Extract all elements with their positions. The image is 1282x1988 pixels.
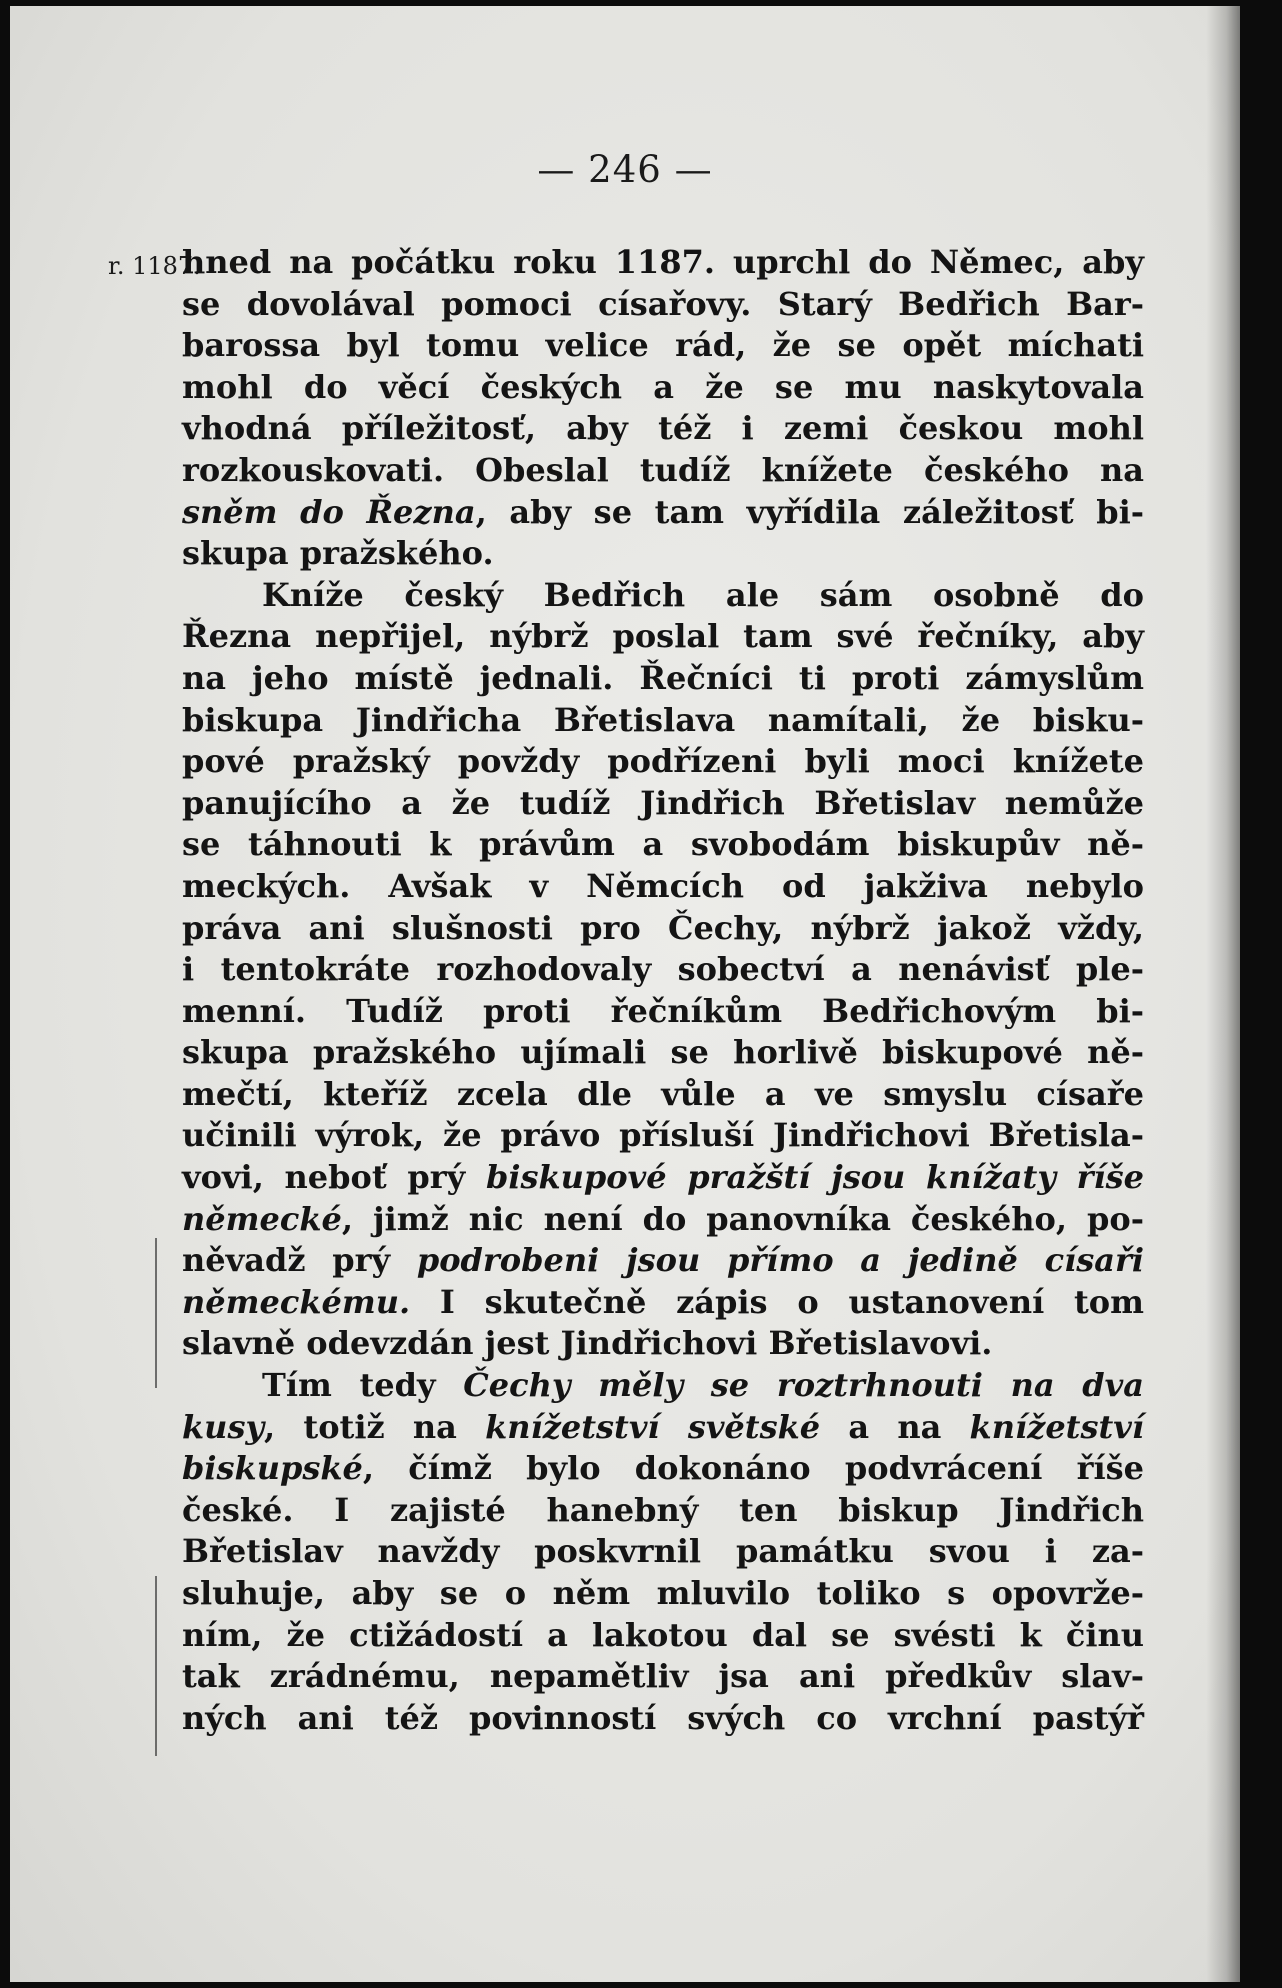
text-line: české. I zajisté hanebný ten biskup Jindřich (182, 1490, 1144, 1529)
text-line: práva ani slušnosti pro Čechy, nýbrž jakož vždy, (182, 908, 1144, 947)
text-line: se táhnouti k právům a svobodám biskupův ně- (182, 825, 1144, 864)
text-line: hned na počátku roku 1187. uprchl do Němec, aby (182, 243, 1144, 281)
margin-rule (155, 1576, 157, 1756)
text-line: pové pražský povždy podřízeni byli moci knížete (182, 742, 1144, 781)
text-line: Tím tedy Čechy měly se roztrhnouti na dva (262, 1366, 1145, 1405)
text-line: něvadž prý podrobeni jsou přímo a jedině císaři (182, 1241, 1145, 1280)
page-number: — 246 — (537, 148, 713, 191)
text-line: učinili výrok, že právo přísluší Jindřichovi Břetisla- (182, 1116, 1144, 1155)
text-line: se dovolával pomoci císařovy. Starý Bedřich Bar- (182, 284, 1144, 323)
text-line: mohl do věcí českých a že se mu naskytovala (182, 367, 1144, 406)
margin-rule (155, 1238, 157, 1388)
text-line: panujícího a že tudíž Jindřich Břetislav nemůže (182, 783, 1144, 822)
text-line: ním, že ctižádostí a lakotou dal se svésti k činu (182, 1615, 1144, 1654)
text-line: barossa byl tomu velice rád, že se opět míchati (182, 326, 1144, 365)
text-line: skupa pražského ujímali se horlivě biskupové ně- (182, 1033, 1144, 1072)
text-line: vhodná příležitosť, aby též i zemi českou mohl (182, 409, 1144, 448)
page-spine-shadow (1206, 6, 1240, 1982)
text-line: meckých. Avšak v Němcích od jakživa nebylo (182, 866, 1144, 905)
text-line: německé, jimž nic není do panovníka českého, po- (182, 1199, 1144, 1238)
text-line: na jeho místě jednali. Řečníci ti proti zámyslům (182, 658, 1144, 697)
text-line: vovi, neboť prý biskupové pražští jsou knížaty říše (182, 1158, 1145, 1197)
text-line: menní. Tudíž proti řečníkům Bedřichovým bi- (182, 991, 1144, 1030)
text-line: sluhuje, aby se o něm mluvilo toliko s opovrže- (182, 1574, 1144, 1612)
text-line: Kníže český Bedřich ale sám osobně do (262, 575, 1144, 614)
text-line: německému. I skutečně zápis o ustanovení tom (182, 1282, 1144, 1321)
text-line: sněm do Řezna, aby se tam vyřídila záležitosť bi- (182, 492, 1145, 531)
text-line: Břetislav navždy poskvrnil památku svou i za- (182, 1532, 1144, 1571)
text-line: slavně odevzdán jest Jindřichovi Břetislavovi. (182, 1324, 993, 1363)
text-line: Řezna nepřijel, nýbrž poslal tam své řečníky, aby (182, 617, 1144, 656)
book-page (10, 6, 1240, 1982)
text-line: tak zrádnému, nepamětliv jsa ani předkův slav- (182, 1657, 1144, 1696)
text-line: biskupské, čímž bylo dokonáno podvrácení říše (182, 1449, 1144, 1488)
text-line: biskupa Jindřicha Břetislava namítali, že bisku- (182, 700, 1144, 739)
text-line: mečtí, kteříž zcela dle vůle a ve smyslu císaře (182, 1074, 1144, 1113)
margin-note-year: r. 1187. (108, 252, 201, 280)
text-line: rozkouskovati. Obeslal tudíž knížete českého na (182, 450, 1144, 489)
text-line: i tentokráte rozhodovaly sobectví a nenávisť ple- (182, 950, 1144, 989)
body-text (182, 242, 1144, 1739)
text-line: ných ani též povinností svých co vrchní pastýř (182, 1698, 1144, 1737)
text-line: kusy, totiž na knížetství světské a na knížetství (182, 1407, 1144, 1446)
text-line: skupa pražského. (182, 534, 494, 573)
